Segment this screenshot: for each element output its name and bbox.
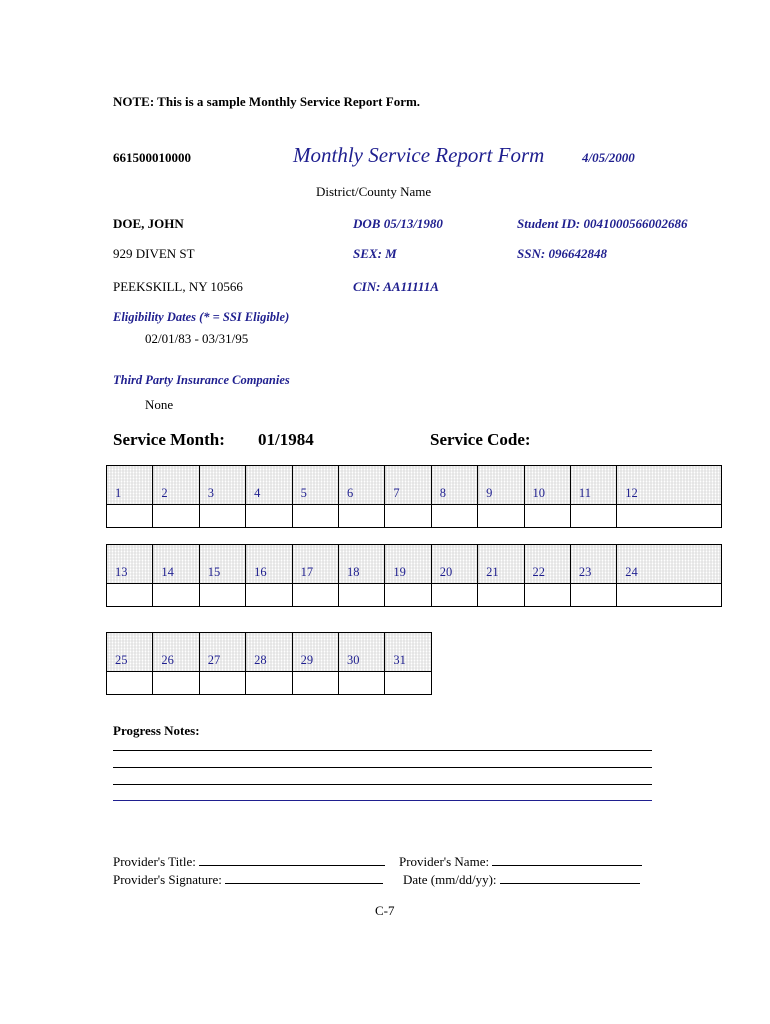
form-date: 4/05/2000 bbox=[582, 150, 635, 165]
day-cell bbox=[338, 545, 384, 584]
day-number: 25 bbox=[115, 653, 128, 667]
day-cell bbox=[246, 466, 292, 505]
day-cell bbox=[570, 466, 616, 505]
day-cell bbox=[385, 545, 431, 584]
sex-value: M bbox=[385, 246, 397, 261]
day-entry-cell[interactable] bbox=[431, 584, 477, 607]
day-number: 15 bbox=[207, 565, 221, 579]
day-cell bbox=[153, 466, 199, 505]
day-number: 17 bbox=[300, 565, 314, 579]
day-number: 28 bbox=[254, 653, 267, 667]
day-cell bbox=[570, 545, 616, 584]
days-table-3 bbox=[106, 632, 432, 695]
day-entry-cell[interactable] bbox=[524, 584, 570, 607]
day-entry-cell[interactable] bbox=[246, 584, 292, 607]
days-table-1 bbox=[106, 465, 722, 528]
day-cell bbox=[153, 633, 199, 672]
day-cell bbox=[478, 545, 524, 584]
day-number: 11 bbox=[578, 486, 591, 500]
day-cell bbox=[524, 466, 570, 505]
day-number: 20 bbox=[439, 565, 453, 579]
day-number: 31 bbox=[393, 653, 406, 667]
day-number: 21 bbox=[486, 565, 499, 579]
day-number: 14 bbox=[161, 565, 174, 579]
insurance-label: Third Party Insurance Companies bbox=[113, 373, 290, 387]
progress-notes-line[interactable] bbox=[113, 784, 652, 785]
day-cell bbox=[385, 633, 431, 672]
day-entry-cell[interactable] bbox=[107, 584, 153, 607]
day-entry-cell[interactable] bbox=[199, 584, 245, 607]
day-entry-cell[interactable] bbox=[199, 672, 245, 695]
day-number: 18 bbox=[346, 565, 360, 579]
day-entry-cell[interactable] bbox=[153, 672, 199, 695]
day-entry-cell[interactable] bbox=[385, 505, 431, 528]
student-id-value: 0041000566002686 bbox=[583, 216, 688, 231]
day-number: 3 bbox=[207, 486, 215, 500]
day-cell bbox=[338, 633, 384, 672]
day-number: 9 bbox=[486, 486, 493, 500]
sex bbox=[353, 246, 397, 262]
day-cell bbox=[431, 466, 477, 505]
address-line-1: 929 DIVEN ST bbox=[113, 246, 195, 261]
progress-notes-line[interactable] bbox=[113, 800, 652, 801]
day-cell bbox=[338, 466, 384, 505]
day-cell bbox=[292, 545, 338, 584]
day-number: 4 bbox=[254, 486, 261, 500]
day-entry-cell[interactable] bbox=[338, 672, 384, 695]
date-label: Date (mm/dd/yy): bbox=[403, 872, 497, 887]
day-cell bbox=[431, 545, 477, 584]
day-cell bbox=[524, 545, 570, 584]
eligibility-label: Eligibility Dates (* = SSI Eligible) bbox=[113, 310, 290, 324]
eligibility-dates: 02/01/83 - 03/31/95 bbox=[145, 331, 249, 346]
id-number: 661500010000 bbox=[113, 150, 191, 165]
provider-signature-field bbox=[113, 871, 383, 888]
provider-title-line[interactable] bbox=[199, 853, 385, 866]
day-entry-cell[interactable] bbox=[107, 672, 153, 695]
ssn-value: 096642848 bbox=[548, 246, 607, 261]
district-county-name: District/County Name bbox=[316, 184, 432, 199]
day-entry-cell[interactable] bbox=[617, 505, 722, 528]
day-entry-cell[interactable] bbox=[199, 505, 245, 528]
day-number: 30 bbox=[346, 653, 360, 667]
cin bbox=[353, 279, 439, 295]
day-entry-cell[interactable] bbox=[431, 505, 477, 528]
day-number: 16 bbox=[254, 565, 267, 579]
provider-signature-label: Provider's Signature: bbox=[113, 872, 222, 887]
day-number: 19 bbox=[393, 565, 406, 579]
day-entry-cell[interactable] bbox=[385, 584, 431, 607]
student-id-label: Student ID: bbox=[517, 216, 581, 231]
progress-notes-line[interactable] bbox=[113, 750, 652, 751]
student-name: DOE, JOHN bbox=[113, 216, 184, 231]
address-line-2: PEEKSKILL, NY 10566 bbox=[113, 279, 243, 294]
sex-label: SEX: bbox=[353, 246, 382, 261]
day-number: 27 bbox=[207, 653, 221, 667]
date-line[interactable] bbox=[500, 871, 640, 884]
day-cell bbox=[199, 466, 245, 505]
day-cell bbox=[107, 545, 153, 584]
day-number: 1 bbox=[115, 486, 122, 500]
provider-title-label: Provider's Title: bbox=[113, 854, 196, 869]
day-cell bbox=[478, 466, 524, 505]
provider-signature-line[interactable] bbox=[225, 871, 383, 884]
day-entry-cell[interactable] bbox=[478, 584, 524, 607]
ssn bbox=[517, 246, 607, 262]
service-month-value: 01/1984 bbox=[258, 430, 314, 449]
day-cell bbox=[385, 466, 431, 505]
day-entry-cell[interactable] bbox=[338, 505, 384, 528]
day-cell bbox=[199, 633, 245, 672]
day-entry-cell[interactable] bbox=[617, 584, 722, 607]
day-cell bbox=[107, 466, 153, 505]
sample-note: NOTE: This is a sample Monthly Service Report Form. bbox=[113, 94, 421, 109]
day-number: 6 bbox=[346, 486, 354, 500]
day-cell bbox=[292, 466, 338, 505]
day-number: 5 bbox=[300, 486, 307, 500]
day-entry-cell[interactable] bbox=[292, 505, 338, 528]
day-number: 12 bbox=[625, 486, 638, 500]
day-cell bbox=[246, 633, 292, 672]
date-field bbox=[403, 871, 640, 888]
day-entry-cell[interactable] bbox=[246, 672, 292, 695]
provider-name-label: Provider's Name: bbox=[399, 854, 490, 869]
day-cell bbox=[107, 633, 153, 672]
service-month-label: Service Month: bbox=[113, 430, 225, 449]
form-title: Monthly Service Report Form bbox=[293, 143, 545, 167]
dob-label: DOB bbox=[353, 216, 381, 231]
cin-label: CIN: bbox=[353, 279, 381, 294]
day-cell bbox=[617, 545, 722, 584]
day-entry-cell[interactable] bbox=[292, 584, 338, 607]
day-entry-cell[interactable] bbox=[292, 672, 338, 695]
day-number: 13 bbox=[115, 565, 128, 579]
cin-value: AA11111A bbox=[383, 279, 439, 294]
day-entry-cell[interactable] bbox=[524, 505, 570, 528]
dob bbox=[353, 216, 443, 232]
day-number: 24 bbox=[625, 565, 638, 579]
day-number: 2 bbox=[161, 486, 168, 500]
day-entry-cell[interactable] bbox=[153, 584, 199, 607]
day-entry-cell[interactable] bbox=[385, 672, 431, 695]
day-cell bbox=[199, 545, 245, 584]
provider-name-field bbox=[399, 853, 642, 870]
page-number: C-7 bbox=[375, 903, 395, 918]
day-cell bbox=[153, 545, 199, 584]
day-entry-cell[interactable] bbox=[338, 584, 384, 607]
provider-title-field bbox=[113, 853, 385, 870]
day-entry-cell[interactable] bbox=[570, 505, 616, 528]
day-number: 10 bbox=[532, 486, 546, 500]
day-number: 29 bbox=[300, 653, 314, 667]
day-entry-cell[interactable] bbox=[478, 505, 524, 528]
student-id bbox=[517, 216, 687, 232]
insurance-value: None bbox=[145, 397, 174, 412]
ssn-label: SSN: bbox=[517, 246, 546, 261]
day-entry-cell[interactable] bbox=[570, 584, 616, 607]
day-number: 23 bbox=[578, 565, 592, 579]
day-number: 8 bbox=[439, 486, 446, 500]
day-entry-cell[interactable] bbox=[107, 505, 153, 528]
service-code-label: Service Code: bbox=[430, 430, 531, 449]
day-cell bbox=[617, 466, 722, 505]
progress-notes-line[interactable] bbox=[113, 767, 652, 768]
day-number: 26 bbox=[161, 653, 174, 667]
dob-value: 05/13/1980 bbox=[383, 216, 443, 231]
day-cell bbox=[292, 633, 338, 672]
day-number: 22 bbox=[532, 565, 546, 579]
days-table-2 bbox=[106, 544, 722, 607]
day-entry-cell[interactable] bbox=[153, 505, 199, 528]
provider-name-line[interactable] bbox=[492, 853, 642, 866]
progress-notes-label: Progress Notes: bbox=[113, 723, 200, 738]
day-number: 7 bbox=[393, 486, 400, 500]
day-cell bbox=[246, 545, 292, 584]
day-entry-cell[interactable] bbox=[246, 505, 292, 528]
